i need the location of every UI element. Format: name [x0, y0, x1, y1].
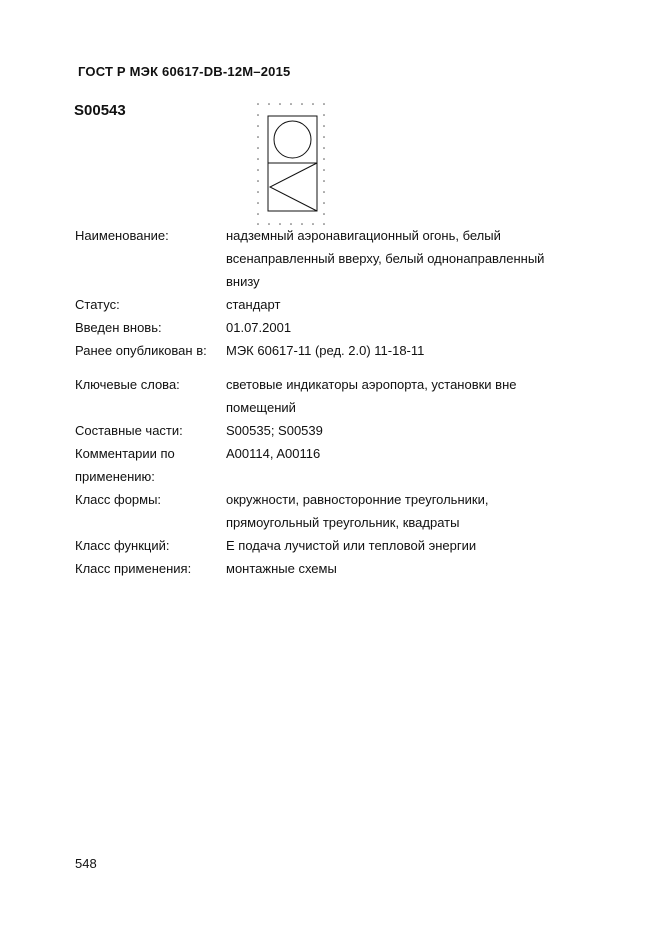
- field-value-line: окружности, равносторонние треугольники,: [226, 492, 489, 507]
- field-value-line: прямоугольный треугольник, квадраты: [226, 515, 460, 530]
- field-label-shape-class: Класс формы:: [75, 492, 162, 507]
- field-label-status: Статус:: [75, 297, 120, 312]
- field-label-name: Наименование:: [75, 228, 169, 243]
- field-value-line: внизу: [226, 274, 260, 289]
- standard-header: ГОСТ Р МЭК 60617-DB-12M–2015: [78, 64, 291, 79]
- field-value-function-class: E подача лучистой или тепловой энергии: [226, 538, 477, 553]
- field-row-introduced: [75, 316, 595, 339]
- field-row-previously-published: [75, 339, 595, 362]
- field-row-function-class: [75, 534, 595, 557]
- field-label-previously-published: Ранее опубликован в:: [75, 343, 207, 358]
- field-value-keywords: [226, 373, 595, 419]
- upper-square: [268, 116, 317, 163]
- unidirectional-light-triangle: [270, 163, 317, 211]
- field-row-application-comments: [75, 442, 595, 488]
- field-value-shape-class: [226, 488, 595, 534]
- field-label-application-class: Класс применения:: [75, 561, 192, 576]
- field-value-application-class: монтажные схемы: [226, 561, 337, 576]
- lower-square: [268, 163, 317, 211]
- field-value-status: стандарт: [226, 297, 281, 312]
- field-value-line: световые индикаторы аэропорта, установки вне: [226, 377, 517, 392]
- field-value-line: надземный аэронавигационный огонь, белый: [226, 228, 501, 243]
- field-label-components: Составные части:: [75, 423, 183, 438]
- field-label-keywords: Ключевые слова:: [75, 377, 180, 392]
- field-value-components: S00535; S00539: [226, 423, 323, 438]
- field-value-name: [226, 224, 595, 293]
- field-label-line: Комментарии по: [75, 446, 175, 461]
- page-number: 548: [75, 856, 97, 871]
- field-label-introduced: Введен вновь:: [75, 320, 162, 335]
- field-row-components: [75, 419, 595, 442]
- symbol-code: S00543: [74, 102, 126, 119]
- field-value-application-comments: A00114, A00116: [226, 446, 321, 461]
- symbol-attributes-table: [75, 224, 595, 580]
- field-row-application-class: [75, 557, 595, 580]
- field-label-function-class: Класс функций:: [75, 538, 170, 553]
- field-row-status: [75, 293, 595, 316]
- field-label-application-comments: [75, 442, 226, 488]
- field-row-shape-class: [75, 488, 595, 534]
- field-value-line: всенаправленный вверху, белый однонаправленный: [226, 251, 545, 266]
- omnidirectional-light-circle: [274, 121, 311, 158]
- field-value-introduced: 01.07.2001: [226, 320, 292, 335]
- airfield-ground-light-symbol-icon: [254, 100, 334, 228]
- field-value-line: помещений: [226, 400, 296, 415]
- field-label-line: применению:: [75, 469, 155, 484]
- field-row-keywords: [75, 373, 595, 419]
- field-value-previously-published: МЭК 60617-11 (ред. 2.0) 11-18-11: [226, 343, 425, 358]
- field-row-name: [75, 224, 595, 293]
